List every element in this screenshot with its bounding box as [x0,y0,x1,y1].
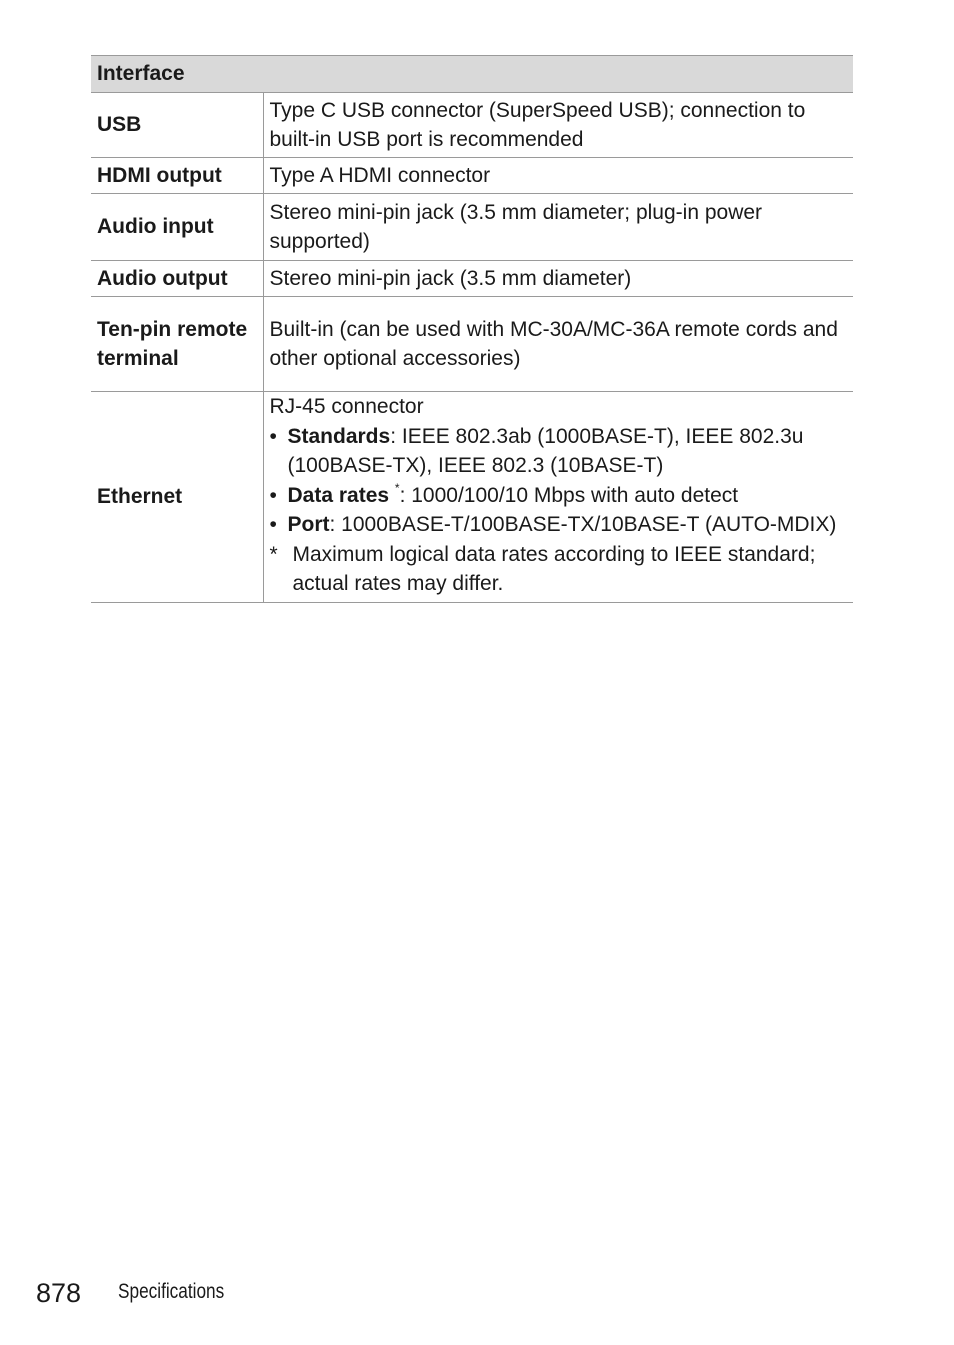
page-number: 878 [36,1278,82,1308]
bullet-icon: • [269,513,277,536]
footer-section-name: Specifications [118,1280,225,1303]
row-value-ten-pin-terminal: Built-in (can be used with MC-30A/MC-36A remote cords and other optional accessories) [263,297,853,392]
row-value-usb: Type C USB connector (SuperSpeed USB); connection to built-in USB port is recommended [263,93,853,158]
row-label-ten-pin-terminal: Ten-pin remote terminal [91,297,263,392]
footnote-ref-mark: * [394,480,400,495]
item-text: : IEEE 802.3ab (1000BASE-T), IEEE 802.3u (100BASE-TX), IEEE 802.3 (10BASE-T) [287,424,804,477]
table-header-interface: Interface [91,56,853,93]
ethernet-footnote [270,540,848,599]
table-row-audio-input [91,194,853,261]
row-value-audio-output: Stereo mini-pin jack (3.5 mm diameter) [263,261,853,297]
row-label-audio-input: Audio input [91,194,263,261]
item-text: : 1000BASE-T/100BASE-TX/10BASE-T (AUTO-MDIX) [329,513,837,536]
table-row-usb [91,93,853,158]
ethernet-intro: RJ-45 connector [269,395,424,418]
item-text: : 1000/100/10 Mbps with auto detect [399,483,739,507]
item-term: Port [287,513,330,536]
table-row-hdmi [91,158,853,194]
list-item [270,422,848,481]
list-item [270,481,848,511]
list-item [270,510,848,540]
footnote-text: Maximum logical data rates according to IEEE standard; actual rates may differ. [292,542,816,595]
bullet-icon: • [269,424,277,448]
row-value-hdmi: Type A HDMI connector [263,158,853,194]
footnote-mark: * [269,542,278,566]
table-header-row [91,56,853,93]
item-term: Data rates [287,483,395,507]
table-row-ten-pin-terminal [91,297,853,392]
row-value-ethernet [263,392,853,603]
bullet-icon: • [269,483,277,507]
item-term: Standards [287,424,391,448]
table-row-audio-output [91,261,853,297]
ethernet-bullet-list [270,422,848,540]
row-label-hdmi: HDMI output [91,158,263,194]
row-label-usb: USB [91,93,263,158]
interface-spec-table [91,55,853,603]
row-value-audio-input: Stereo mini-pin jack (3.5 mm diameter; plug-in power supported) [263,194,853,261]
row-label-ethernet: Ethernet [91,392,263,603]
table-row-ethernet [91,392,853,603]
row-label-audio-output: Audio output [91,261,263,297]
